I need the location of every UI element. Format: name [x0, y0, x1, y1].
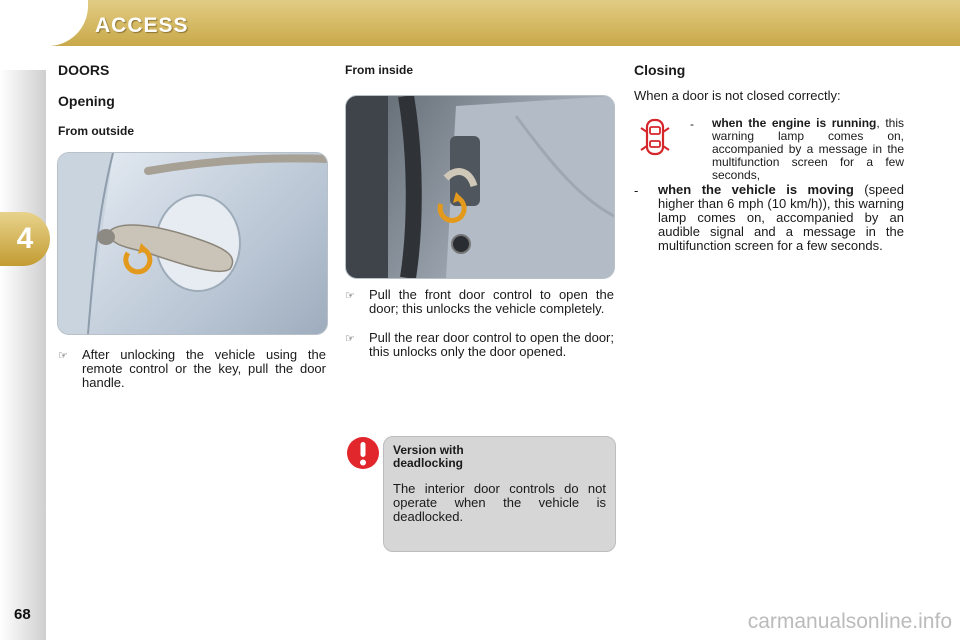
from-inside-heading: From inside [345, 63, 414, 77]
outside-door-handle-image [57, 152, 328, 335]
outside-instruction: After unlocking the vehicle using the remote control or the key, pull the door handle. [82, 347, 326, 390]
dash-marker: - [690, 117, 694, 131]
pointing-hand-icon: ☞ [58, 350, 68, 362]
inside-door-control-image [345, 95, 615, 279]
page-number: 68 [14, 606, 31, 623]
watermark: carmanualsonline.info [747, 610, 952, 633]
closing-heading: Closing [634, 62, 686, 78]
pointing-hand-icon: ☞ [345, 290, 355, 302]
deadlocking-note-text: The interior door controls do not operate when the vehicle is deadlocked. [393, 481, 606, 524]
vehicle-moving-item [658, 183, 904, 253]
from-outside-heading: From outside [58, 124, 135, 138]
side-margin-bar [0, 70, 46, 640]
opening-heading: Opening [58, 93, 115, 109]
warning-exclamation-icon [346, 436, 380, 475]
vehicle-moving-label: when the vehicle is moving [658, 182, 854, 197]
inside-instruction-rear: Pull the rear door control to open the door; this unlocks only the door opened. [369, 330, 614, 359]
engine-running-text: this warning lamp comes on, accompanied by a message in the multifunction screen for a few seconds, [712, 116, 905, 182]
door-open-warning-lamp-icon [640, 116, 670, 163]
vehicle-moving-text: (speed higher than 6 mph (10 km/h)), this warning lamp comes on, accompanied by an audible signal and a message in the multifunction screen for a few seconds. [658, 182, 904, 253]
pointing-hand-icon: ☞ [345, 333, 355, 345]
doors-heading: DOORS [58, 62, 110, 78]
inside-instruction-front: Pull the front door control to open the door; this unlocks the vehicle completely. [369, 287, 614, 316]
dash-marker: - [634, 183, 639, 198]
engine-running-label: when the engine is running [712, 116, 877, 130]
engine-running-item: when the engine is running, this warning lamp comes on, accompanied by a message in the multifunction screen for a few seconds, [712, 116, 905, 182]
closing-intro: When a door is not closed correctly: [634, 88, 841, 103]
deadlocking-note-title: Version with deadlocking [393, 443, 464, 470]
page-title: ACCESS [95, 14, 189, 37]
chapter-tab: 4 [0, 212, 50, 266]
